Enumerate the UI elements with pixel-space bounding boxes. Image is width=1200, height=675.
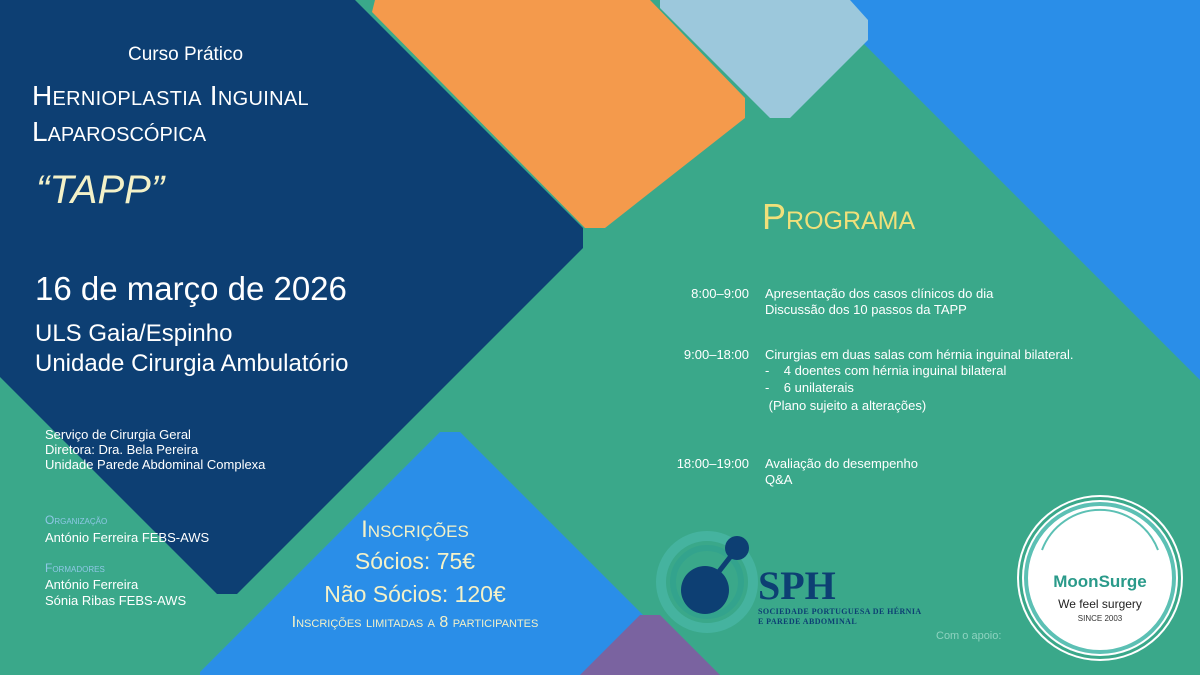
schedule-time: 9:00–18:00 (683, 347, 749, 362)
service-line1: Serviço de Cirurgia Geral (45, 427, 191, 442)
course-acronym: “TAPP” (36, 168, 165, 212)
schedule-line: Cirurgias em duas salas com hérnia inguinal bilateral. (765, 347, 1074, 362)
registration-limit: Inscrições limitadas a 8 participantes (291, 614, 539, 631)
service-line3: Unidade Parede Abdominal Complexa (45, 457, 266, 472)
schedule-time: 8:00–9:00 (691, 286, 749, 301)
programa-heading: Programa (762, 196, 916, 237)
organization-heading: Organização (45, 513, 108, 527)
registration-non-members: Não Sócios: 120€ (324, 581, 506, 607)
registration-heading: Inscrições (361, 516, 469, 543)
moonsurge-tagline: We feel surgery (1058, 597, 1142, 611)
sph-name-line1: SOCIEDADE PORTUGUESA DE HÉRNIA (758, 607, 922, 616)
registration-members: Sócios: 75€ (354, 548, 476, 574)
trainer-name: Sónia Ribas FEBS-AWS (45, 593, 187, 608)
schedule-line: - 4 doentes com hérnia inguinal bilateral (765, 363, 1007, 378)
schedule-time: 18:00–19:00 (676, 456, 749, 471)
schedule-line: Q&A (765, 472, 793, 487)
sph-acronym: SPH (758, 563, 836, 608)
sph-logo-icon (655, 530, 765, 640)
moonsurge-name: MoonSurge (1053, 572, 1147, 591)
support-label: Com o apoio: (936, 630, 1002, 642)
course-title-line2: Laparoscópica (32, 116, 207, 147)
moonsurge-logo (1022, 500, 1178, 656)
schedule-line: (Plano sujeito a alterações) (765, 398, 927, 413)
trainer-name: António Ferreira (45, 577, 139, 592)
course-title-line1: Hernioplastia Inguinal (32, 80, 309, 111)
blue-band-right (820, 0, 1200, 380)
schedule-line: Avaliação do desempenho (765, 456, 918, 471)
schedule-line: Discussão dos 10 passos da TAPP (765, 302, 967, 317)
trainers-heading: Formadores (45, 561, 105, 575)
location-line2: Unidade Cirurgia Ambulatório (35, 350, 349, 377)
organization-name: António Ferreira FEBS-AWS (45, 530, 210, 545)
schedule-line: Apresentação dos casos clínicos do dia (765, 286, 994, 301)
service-line2: Diretora: Dra. Bela Pereira (45, 442, 199, 457)
location-line1: ULS Gaia/Espinho (35, 320, 233, 347)
moonsurge-since: SINCE 2003 (1077, 614, 1123, 623)
course-subtitle: Curso Prático (128, 44, 244, 65)
sph-name-line2: E PAREDE ABDOMINAL (758, 617, 858, 626)
course-date: 16 de março de 2026 (35, 270, 347, 307)
schedule-line: - 6 unilaterais (765, 380, 854, 395)
registration-block (230, 515, 600, 635)
